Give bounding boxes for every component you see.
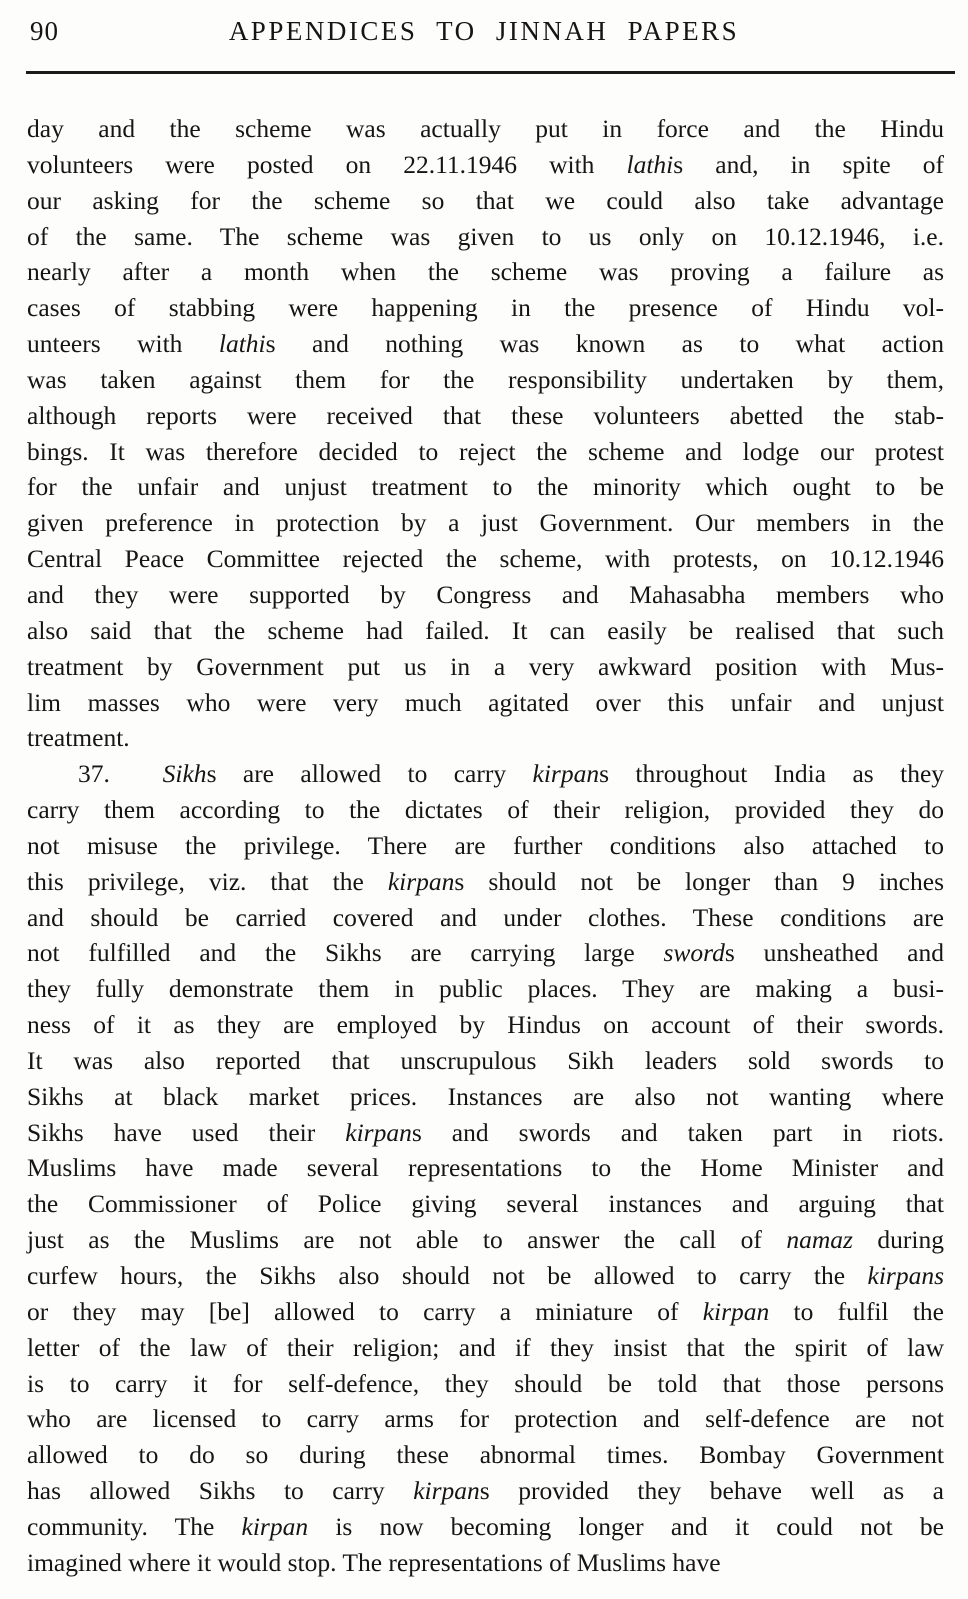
text-run: letter of the law of their religion; and if they insist that the spirit of law [27,1332,944,1362]
text-run: s are allowed to carry [206,759,533,789]
text-line [27,1509,944,1545]
text-line [27,326,944,362]
text-run: Central Peace Committee rejected the scheme, with protests, on 10.12.1946 [27,544,944,574]
paragraph [27,756,944,1580]
text-line [27,469,944,505]
italic-text-run: kirpan [241,1511,309,1541]
text-line [27,792,944,828]
text-line [27,111,944,147]
text-run: not misuse the privilege. There are further conditions also attached to [27,830,944,860]
text-line [27,219,944,255]
text-line [27,290,944,326]
paragraph [27,111,944,756]
text-run: the Commissioner of Police giving several instances and arguing that [27,1189,944,1219]
italic-text-run: kirpan [345,1117,412,1147]
text-run: they fully demonstrate them in public places. They are making a busi- [27,974,944,1004]
text-line [27,900,944,936]
text-line [27,398,944,434]
text-line [27,434,944,470]
page-number: 90 [30,16,59,46]
text-run: curfew hours, the Sikhs also should not be allowed to carry the [27,1261,868,1290]
text-run: Sikhs have used their [27,1117,346,1147]
text-run: and should be carried covered and under clothes. These conditions are [27,902,944,932]
text-run: during [852,1225,944,1255]
text-run: just as the Muslims are not able to answer the call of [27,1225,787,1255]
text-line [27,935,944,971]
text-line [27,541,944,577]
text-line [27,362,944,398]
text-line [27,1294,944,1330]
text-run: who are licensed to carry arms for protection and self-defence are not [27,1404,944,1434]
text-line [27,971,944,1007]
text-line [27,1401,944,1437]
text-line [27,254,944,290]
italic-text-run: kirpan [532,759,600,789]
text-line [27,147,944,183]
text-run: community. The [27,1511,242,1541]
text-line [27,183,944,219]
text-line [27,1330,944,1366]
text-run: this privilege, viz. that the [27,866,388,896]
text-line [27,685,944,721]
text-run: or they may [be] allowed to carry a miniature of [27,1296,703,1326]
text-line [27,1007,944,1043]
text-run: and they were supported by Congress and Mahasabha members who [27,579,944,609]
text-run: cases of stabbing were happening in the presence of Hindu vol- [27,293,944,323]
text-line [27,828,944,864]
text-run: s throughout India as they [599,759,945,789]
text-run: s unsheathed and [724,938,944,968]
page-body [27,111,944,1581]
text-run: carry them according to the dictates of their religion, provided they do [27,795,944,825]
italic-text-run: lathi [626,149,674,179]
text-line [27,1473,944,1509]
text-run: day and the scheme was actually put in force and the Hindu [27,114,944,143]
text-run: s and swords and taken part in riots. [411,1117,944,1147]
italic-text-run: kirpan [387,866,455,896]
text-line [27,1150,944,1186]
text-run: Muslims have made several representations to the Home Minister and [27,1153,944,1183]
text-line [27,577,944,613]
text-run: s should not be longer than 9 inches [454,866,944,896]
text-line [27,649,944,685]
text-run: volunteers were posted on 22.11.1946 with [27,149,627,179]
text-line [27,1545,944,1581]
italic-text-run: namaz [786,1225,853,1255]
text-run: allowed to do so during these abnormal times. Bombay Government [27,1440,944,1470]
text-run: treatment by Government put us in a very awkward position with Mus- [27,651,944,681]
text-run: for the unfair and unjust treatment to the minority which ought to be [27,472,944,502]
text-run: s and nothing was known as to what action [265,329,944,359]
text-line [27,756,944,792]
text-run: although reports were received that these volunteers abetted the stab- [27,400,944,430]
text-line [27,864,944,900]
text-run: s provided they behave well as a [479,1476,944,1506]
text-run: 37. [78,759,163,789]
text-run: was taken against them for the responsibility undertaken by them, [27,364,944,394]
text-line [27,1043,944,1079]
text-run: It was also reported that unscrupulous Sikh leaders sold swords to [27,1045,944,1075]
text-run: s and, in spite of [673,149,944,179]
italic-text-run: kirpan [702,1296,770,1326]
text-line [27,1366,944,1402]
running-title: APPENDICES TO JINNAH PAPERS [228,16,740,46]
text-run: ness of it as they are employed by Hindus on account of their swords. [27,1010,944,1040]
page-header [0,0,968,47]
italic-text-run: sword [663,938,725,968]
text-line [27,1115,944,1151]
text-run: bings. It was therefore decided to reject the scheme and lodge our protest [27,436,944,466]
header-rule [26,71,955,74]
text-run: is to carry it for self-defence, they should be told that those persons [27,1368,944,1398]
italic-text-run: lathi [218,329,266,359]
text-run: has allowed Sikhs to carry [27,1476,414,1506]
text-line [27,613,944,649]
text-run: not fulfilled and the Sikhs are carrying large [27,938,664,968]
italic-text-run: kirpan [413,1476,480,1506]
italic-text-run: kirpans [867,1261,944,1290]
text-run: is now becoming longer and it could not be [308,1511,945,1541]
text-run: to fulfil the [769,1296,944,1326]
text-run: nearly after a month when the scheme was proving a failure as [27,257,944,287]
text-line [27,1437,944,1473]
text-run: imagined where it would stop. The representations of Muslims have [27,1547,721,1577]
text-line [27,1258,944,1294]
text-run: Sikhs at black market prices. Instances are also not wanting where [27,1081,944,1111]
text-line [27,1186,944,1222]
text-run: of the same. The scheme was given to us only on 10.12.1946, i.e. [27,221,944,251]
text-run: treatment. [27,723,130,753]
text-line [27,1222,944,1258]
text-line [27,505,944,541]
text-run: unteers with [27,329,219,359]
italic-text-run: Sikh [162,759,207,789]
text-run: our asking for the scheme so that we could also take advantage [27,185,944,215]
text-line [27,1079,944,1115]
text-run: lim masses who were very much agitated over this unfair and unjust [27,687,944,717]
text-run: given preference in protection by a just Government. Our members in the [27,508,944,538]
text-run: also said that the scheme had failed. It can easily be realised that such [27,615,944,645]
text-line [27,720,944,756]
